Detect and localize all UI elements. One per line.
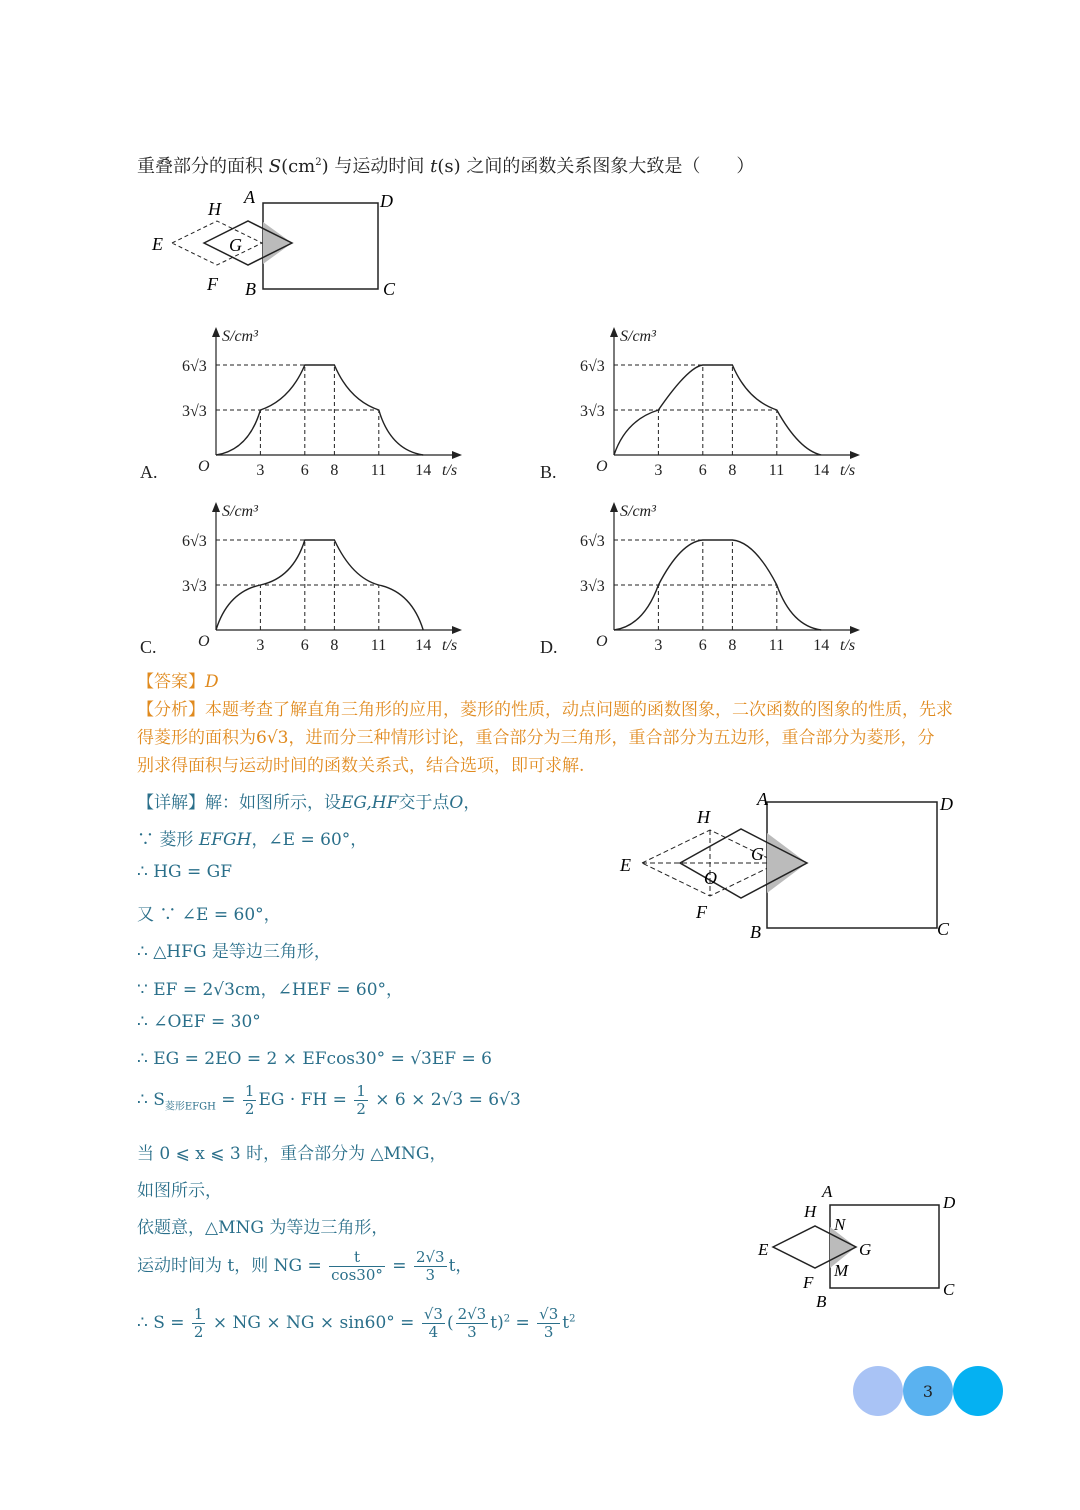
x-tick-label: 6 xyxy=(300,462,309,479)
solution-line-6: ∵ EF = 2√3cm，∠HEF = 60°， xyxy=(137,980,404,1000)
x-tick-label: 3 xyxy=(654,637,663,654)
svg-text:G: G xyxy=(751,844,764,864)
svg-text:H: H xyxy=(804,1202,817,1221)
svg-text:D: D xyxy=(943,1193,956,1212)
option-label-c: C. xyxy=(140,637,157,657)
solution-line-9: ∴ $S_{菱形EFGH}$ = $\frac{1}{2}$ EG · FH = $\frac{1}{2}$ × 6 × 2√3 = 6√3 xyxy=(137,1082,521,1118)
solution-line-4: 又 ∵ ∠E = 60°， xyxy=(137,905,281,925)
svg-text:M: M xyxy=(834,1261,849,1280)
x-tick-label: 11 xyxy=(370,637,387,654)
x-tick-label: 11 xyxy=(370,462,387,479)
solution-figure-1 xyxy=(610,785,970,945)
y-axis-label: S/cm³ xyxy=(222,503,258,520)
y-axis-arrow xyxy=(212,327,220,337)
overlap-shade xyxy=(263,222,292,264)
y-axis-arrow xyxy=(610,502,618,512)
label-d: D xyxy=(380,191,393,211)
label-h: H xyxy=(208,199,221,219)
origin-label: O xyxy=(596,458,608,475)
solution-line-3: ∴ HG = GF xyxy=(137,862,233,882)
solution-line-7: ∴ ∠OEF = 30° xyxy=(137,1012,261,1032)
solution-figure-2 xyxy=(755,1180,975,1315)
label-c: C xyxy=(383,279,396,299)
x-axis-label: t/s xyxy=(442,462,458,479)
dashed-rhombus xyxy=(172,221,262,265)
y-tick-label: 3√3 xyxy=(580,578,605,595)
origin-label: O xyxy=(596,633,608,650)
svg-text:D: D xyxy=(940,794,953,814)
y-tick-label: 6√3 xyxy=(580,533,605,550)
svg-text:A: A xyxy=(822,1182,833,1201)
solution-line-11: 如图所示， xyxy=(137,1181,222,1201)
y-axis-arrow xyxy=(610,327,618,337)
svg-text:E: E xyxy=(758,1240,769,1259)
svg-text:A: A xyxy=(757,789,768,809)
solution-line-13: 运动时间为 t，则 NG = $\frac{t}{\cos 30^\circ}$ = $\frac{2√3}{3}$ t， xyxy=(137,1248,473,1284)
x-tick-label: 14 xyxy=(415,637,432,654)
svg-text:C: C xyxy=(943,1280,955,1299)
svg-text:N: N xyxy=(834,1215,846,1234)
y-tick-label: 3√3 xyxy=(182,403,207,420)
label-b: B xyxy=(245,279,256,299)
x-tick-label: 14 xyxy=(813,462,830,479)
x-tick-label: 8 xyxy=(330,637,339,654)
option-label-d: D. xyxy=(540,637,558,657)
x-tick-label: 6 xyxy=(300,637,309,654)
origin-label: O xyxy=(198,458,210,475)
x-tick-label: 14 xyxy=(813,637,830,654)
x-tick-label: 3 xyxy=(256,637,265,654)
solution-line-1: 【详解】解：如图所示，设EG,HF交于点O， xyxy=(137,793,481,813)
svg-text:F: F xyxy=(803,1273,814,1292)
svg-text:G: G xyxy=(859,1240,872,1259)
y-tick-label: 3√3 xyxy=(182,578,207,595)
analysis: 【分析】本题考查了解直角三角形的应用，菱形的性质，动点问题的函数图象，二次函数的图象的性质，先求 得菱形的面积为6√3，进而分三种情形讨论，重合部分为三角形，重合部分为五边形，重合部分为菱形，分 别求得面积与运动时间的函数关系式，结合选项，即可求解. xyxy=(137,700,953,776)
svg-text:B: B xyxy=(816,1292,827,1311)
x-axis-label: t/s xyxy=(840,462,856,479)
y-tick-label: 6√3 xyxy=(182,533,207,550)
label-a: A xyxy=(244,187,255,207)
page-number: 3 xyxy=(903,1366,953,1416)
svg-text:F: F xyxy=(696,902,707,922)
x-tick-label: 11 xyxy=(768,462,785,479)
x-tick-label: 11 xyxy=(768,637,785,654)
option-label-a: A. xyxy=(140,462,158,482)
x-axis-label: t/s xyxy=(442,637,458,654)
x-tick-label: 3 xyxy=(256,462,265,479)
origin-label: O xyxy=(198,633,210,650)
y-axis-label: S/cm³ xyxy=(222,328,258,345)
solution-line-8: ∴ EG = 2EO = 2 × EFcos30° = √3EF = 6 xyxy=(137,1049,492,1069)
svg-text:C: C xyxy=(937,919,950,939)
x-tick-label: 8 xyxy=(728,462,737,479)
solution-line-5: ∴ △HFG 是等边三角形， xyxy=(137,942,331,962)
y-tick-label: 6√3 xyxy=(580,358,605,375)
x-tick-label: 6 xyxy=(698,462,707,479)
x-tick-label: 8 xyxy=(330,462,339,479)
y-tick-label: 3√3 xyxy=(580,403,605,420)
svg-text:H: H xyxy=(697,807,710,827)
y-axis-label: S/cm³ xyxy=(620,503,656,520)
page-circle-3 xyxy=(953,1366,1003,1416)
x-axis-arrow xyxy=(850,451,860,459)
svg-text:O: O xyxy=(704,868,717,888)
solution-line-12: 依题意，△MNG 为等边三角形， xyxy=(137,1218,389,1238)
y-axis-label: S/cm³ xyxy=(620,328,656,345)
solution-line-10: 当 0 ⩽ x ⩽ 3 时，重合部分为 △MNG， xyxy=(137,1144,447,1164)
x-axis-arrow xyxy=(850,626,860,634)
option-graphs xyxy=(130,320,890,665)
y-tick-label: 6√3 xyxy=(182,358,207,375)
label-f: F xyxy=(207,274,218,294)
x-axis-label: t/s xyxy=(840,637,856,654)
svg-text:B: B xyxy=(750,922,761,942)
question-text: 重叠部分的面积 $S(cm^2)$ 与运动时间 t(s) 之间的函数关系图象大致是（ ） xyxy=(137,156,755,177)
x-tick-label: 3 xyxy=(654,462,663,479)
svg-text:E: E xyxy=(620,855,631,875)
y-axis-arrow xyxy=(212,502,220,512)
label-g: G xyxy=(229,235,242,255)
page-circle-1 xyxy=(853,1366,903,1416)
solution-line-2: ∵ 菱形 EFGH，∠E = 60°， xyxy=(137,830,368,850)
x-tick-label: 14 xyxy=(415,462,432,479)
solution-line-14: ∴ S = $\frac{1}{2}$ × NG × NG × sin60° = $\frac{√3}{4}$ ( $\frac{2√3}{3}$ t)$^2$ = $\frac{√3}{3}$ $t^2$ xyxy=(137,1305,576,1341)
x-axis-arrow xyxy=(452,451,462,459)
option-label-b: B. xyxy=(540,462,557,482)
x-tick-label: 6 xyxy=(698,637,707,654)
label-e: E xyxy=(152,234,163,254)
x-axis-arrow xyxy=(452,626,462,634)
x-tick-label: 8 xyxy=(728,637,737,654)
answer: 【答案】D xyxy=(137,672,219,692)
rhombus-rectangle-figure xyxy=(140,185,420,305)
